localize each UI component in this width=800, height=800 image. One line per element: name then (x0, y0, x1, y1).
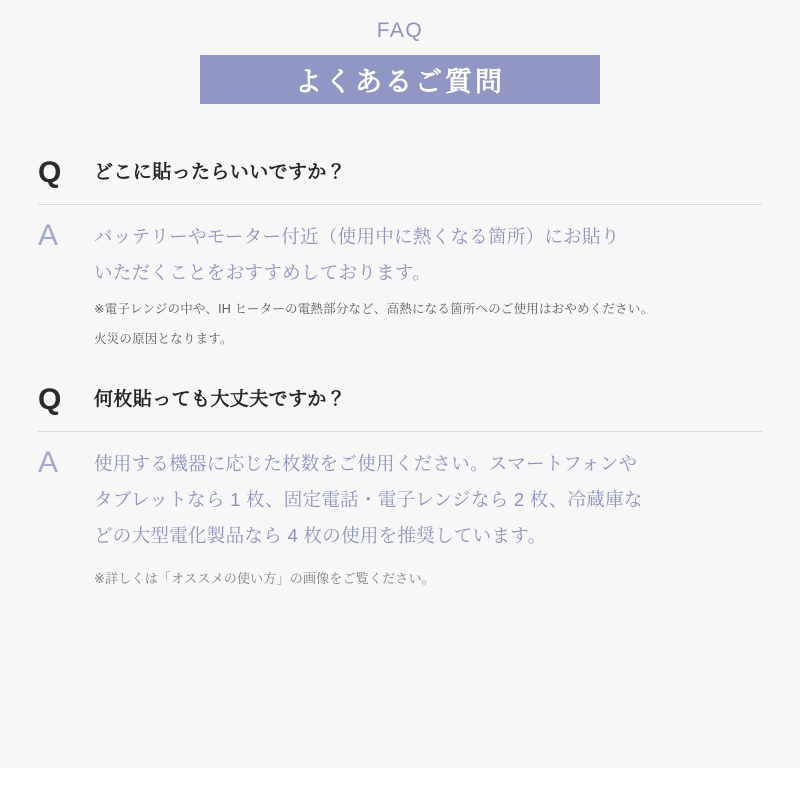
answer-line: タブレットなら 1 枚、固定電話・電子レンジなら 2 枚、冷蔵庫な (94, 489, 643, 511)
faq-answer-row (38, 446, 762, 591)
faq-eyebrow-label: FAQ (376, 19, 424, 42)
faq-item (38, 383, 762, 591)
answer-body (94, 446, 643, 591)
page-title-band (200, 55, 600, 104)
answer-body (94, 219, 653, 351)
question-text: 何枚貼っても大丈夫ですか？ (94, 389, 347, 411)
answer-line: バッテリーやモーター付近（使用中に熱くなる箇所）にお貼り (94, 226, 620, 248)
answer-note: 火災の原因となります。 (94, 332, 233, 347)
question-text: どこに貼ったらいいですか？ (94, 162, 347, 184)
faq-question-row (38, 383, 762, 415)
page-title: よくあるご質問 (295, 67, 505, 98)
answer-note: ※詳しくは「オススメの使い方」の画像をご覧ください。 (94, 571, 435, 587)
answer-line: どの大型電化製品なら 4 枚の使用を推奨しています。 (94, 525, 547, 547)
answer-marker: A (38, 446, 59, 480)
answer-line: 使用する機器に応じた枚数をご使用ください。スマートフォンや (94, 453, 638, 475)
answer-marker: A (38, 219, 59, 253)
divider (38, 204, 762, 205)
answer-note: ※電子レンジの中や、IH ヒーターの電熱部分など、高熱になる箇所へのご使用はおやめください。 (94, 302, 654, 317)
faq-item (38, 156, 762, 351)
faq-answer-row (38, 219, 762, 351)
answer-line: いただくことをおすすめしております。 (94, 262, 432, 284)
page-header (0, 0, 800, 104)
question-marker: Q (38, 383, 62, 417)
question-marker: Q (38, 156, 62, 190)
footer-bar (0, 768, 800, 800)
faq-question-row (38, 156, 762, 188)
faq-list (0, 156, 800, 591)
divider (38, 431, 762, 432)
